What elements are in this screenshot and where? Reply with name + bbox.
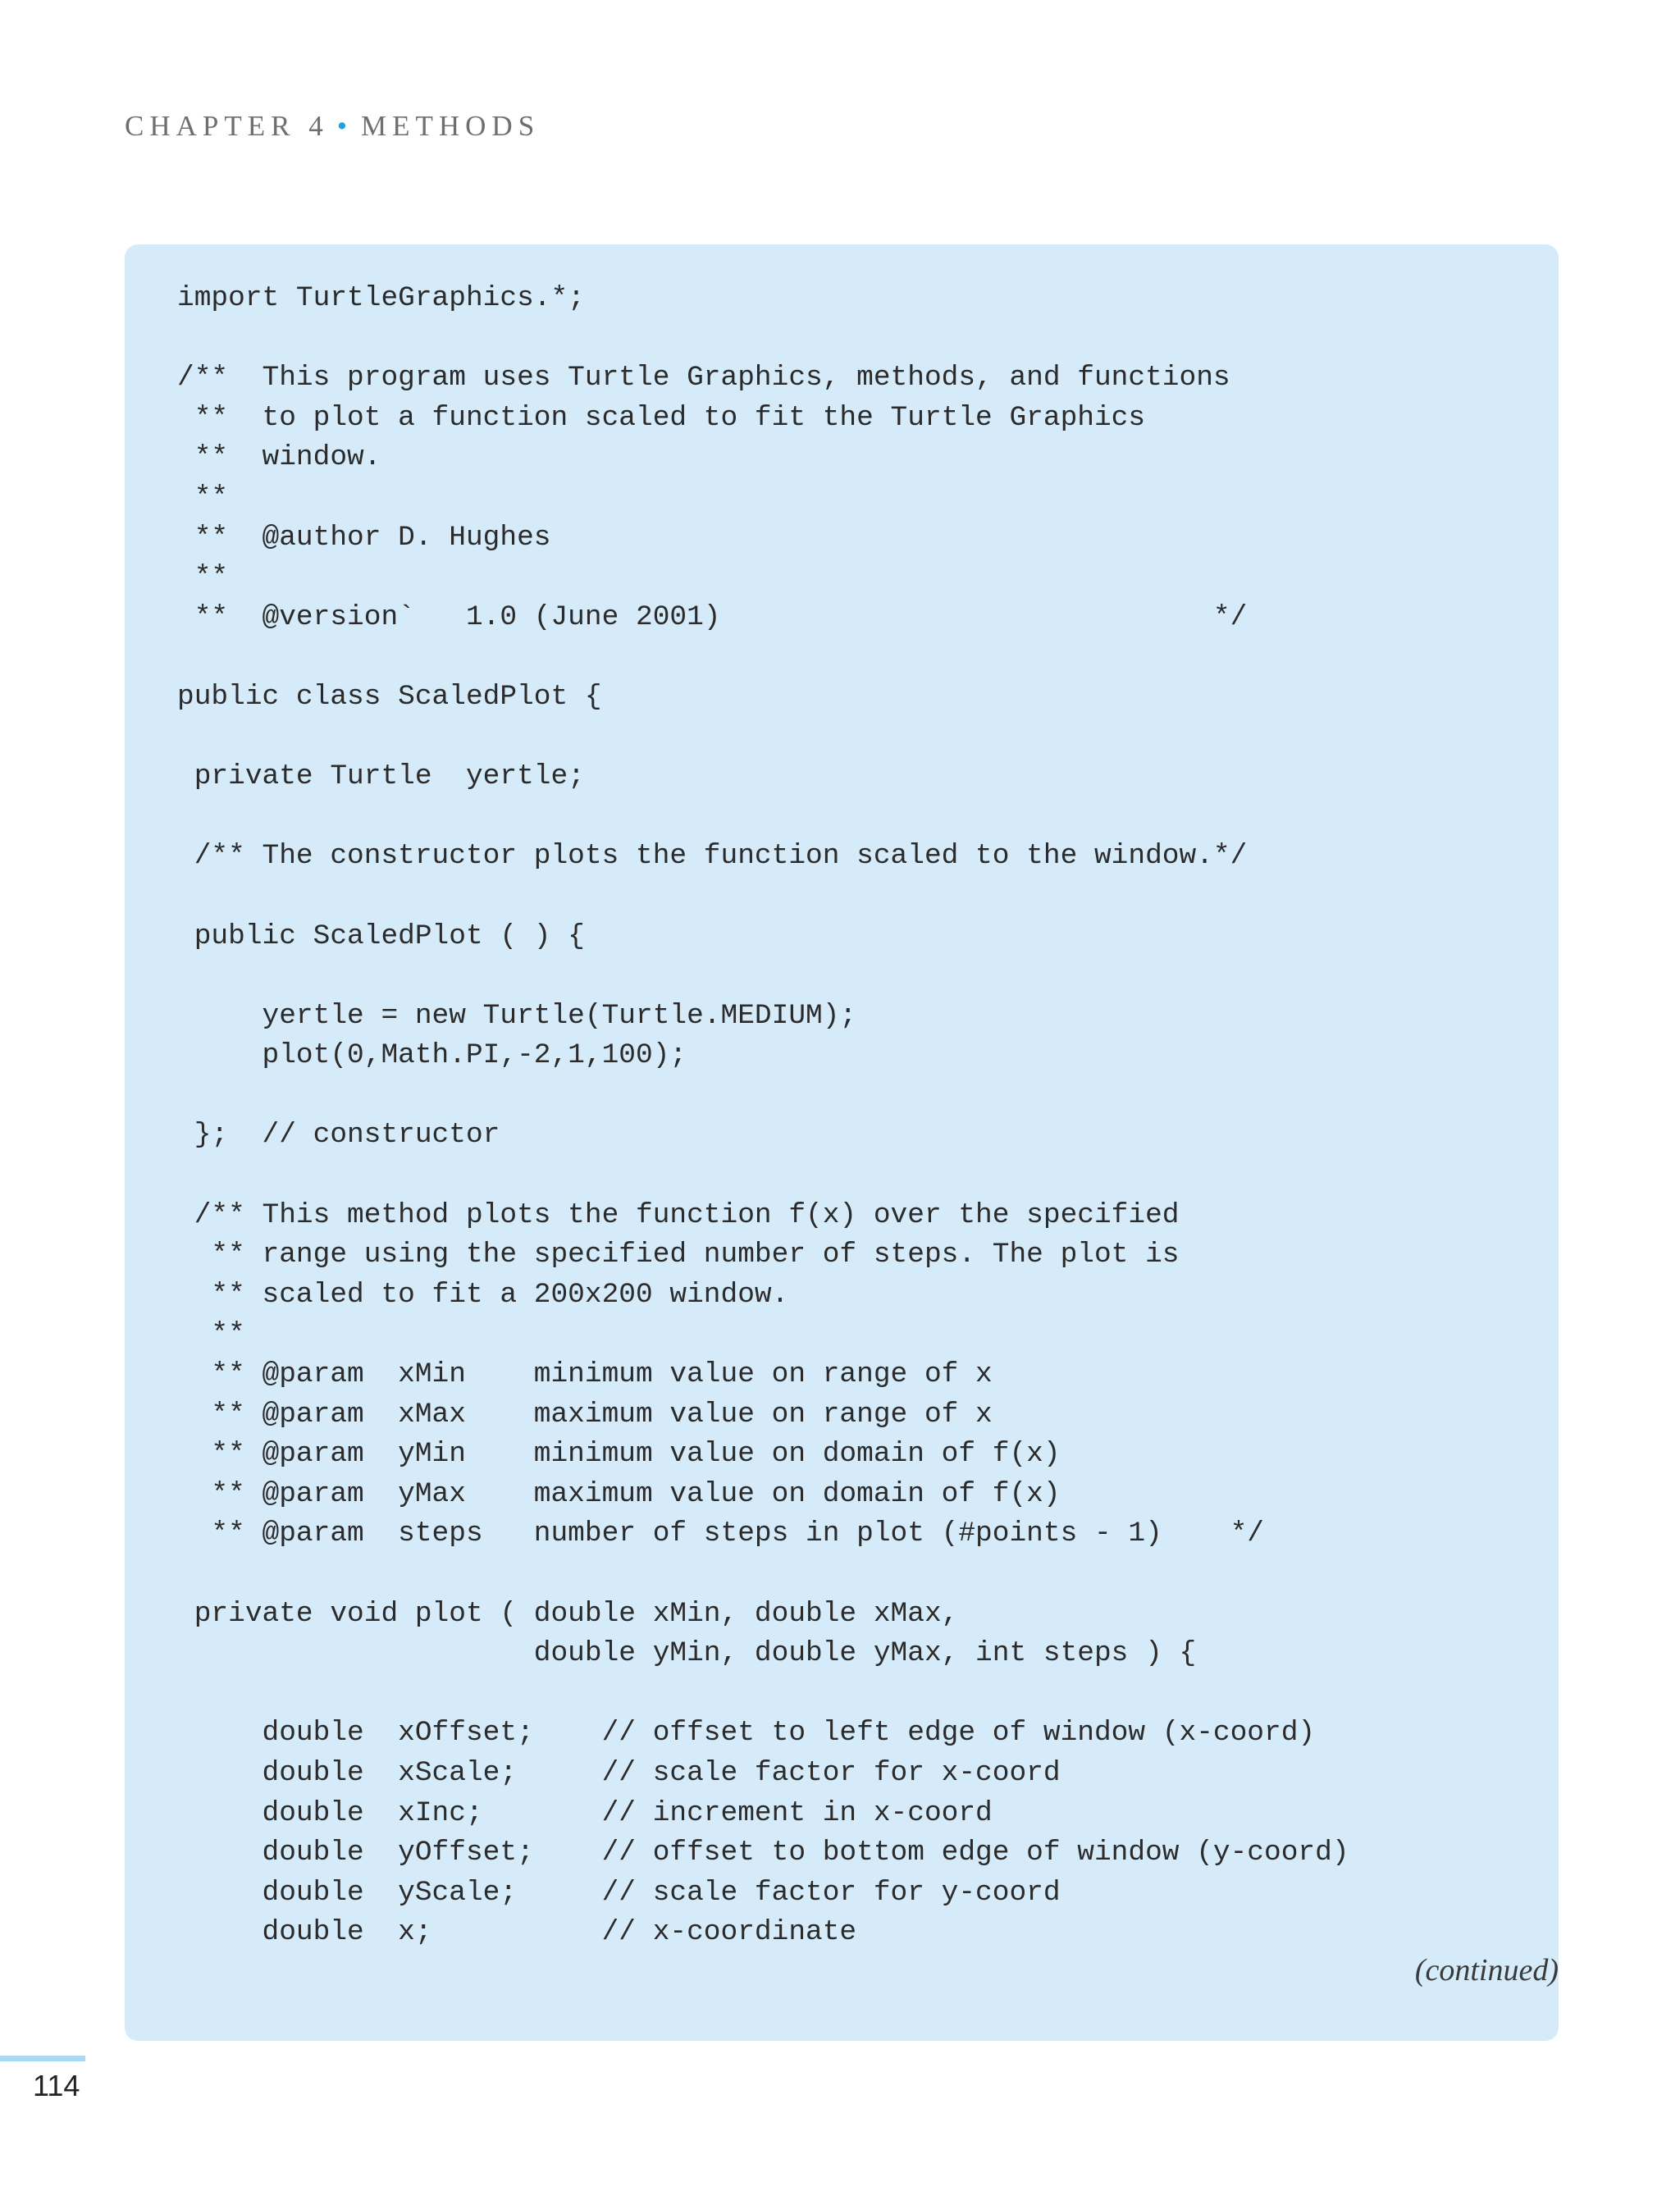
code-line [177,797,1349,838]
code-line: ** [177,561,229,594]
page-number-rule [0,2056,85,2061]
chapter-label: CHAPTER 4 [125,110,329,142]
chapter-title: METHODS [360,110,541,142]
code-line: ** [177,1318,245,1351]
code-listing [177,279,1349,1953]
code-line [177,877,1349,917]
code-line: public ScaledPlot ( ) { [177,920,585,952]
code-line: double xInc; // increment in x-coord [177,1796,993,1829]
code-line: ** @param yMin minimum value on domain of f(x) [177,1438,1061,1471]
code-line: double xOffset; // offset to left edge of window (x-coord) [177,1717,1316,1750]
continued-label: (continued) [1414,1953,1559,1988]
code-line: ** window. [177,441,381,474]
code-line: public class ScaledPlot { [177,680,602,713]
code-line: double x; // x-coordinate [177,1916,857,1949]
code-line: /** The constructor plots the function scaled to the window.*/ [177,840,1248,873]
code-line: ** @param yMax maximum value on domain of f(x) [177,1477,1061,1510]
code-line [177,1156,1349,1196]
code-line [177,319,1349,359]
code-line: ** @param steps number of steps in plot (#points - 1) */ [177,1518,1265,1550]
code-line: private Turtle yertle; [177,760,585,793]
code-line: double yMin, double yMax, int steps ) { [177,1637,1197,1670]
code-line [177,718,1349,758]
code-line: ** @author D. Hughes [177,521,551,554]
code-line: ** scaled to fit a 200x200 window. [177,1278,789,1311]
code-line [177,1554,1349,1595]
code-line: import TurtleGraphics.*; [177,282,585,314]
code-line: /** This method plots the function f(x) over the specified [177,1198,1180,1231]
code-line [177,956,1349,997]
running-head [125,110,540,143]
code-line: ** [177,481,229,513]
code-line [177,1076,1349,1116]
code-line: ** range using the specified number of steps. The plot is [177,1239,1180,1271]
code-line: yertle = new Turtle(Turtle.MEDIUM); [177,999,857,1032]
code-line: }; // constructor [177,1119,500,1152]
code-line: plot(0,Math.PI,-2,1,100); [177,1039,687,1072]
code-line: double yOffset; // offset to bottom edge of window (y-coord) [177,1837,1349,1869]
code-line: /** This program uses Turtle Graphics, methods, and functions [177,362,1230,395]
code-line: private void plot ( double xMin, double xMax, [177,1597,959,1630]
code-line: ** to plot a function scaled to fit the Turtle Graphics [177,401,1146,434]
page-number: 114 [33,2069,80,2102]
code-line [177,637,1349,678]
code-line: ** @param xMin minimum value on range of x [177,1358,993,1391]
code-line: ** @version` 1.0 (June 2001) */ [177,600,1248,633]
code-line: ** @param xMax maximum value on range of x [177,1398,993,1431]
code-line: double xScale; // scale factor for x-coord [177,1756,1061,1789]
header-separator-dot: • [336,110,353,142]
code-line [177,1674,1349,1714]
code-line: double yScale; // scale factor for y-coord [177,1876,1061,1909]
